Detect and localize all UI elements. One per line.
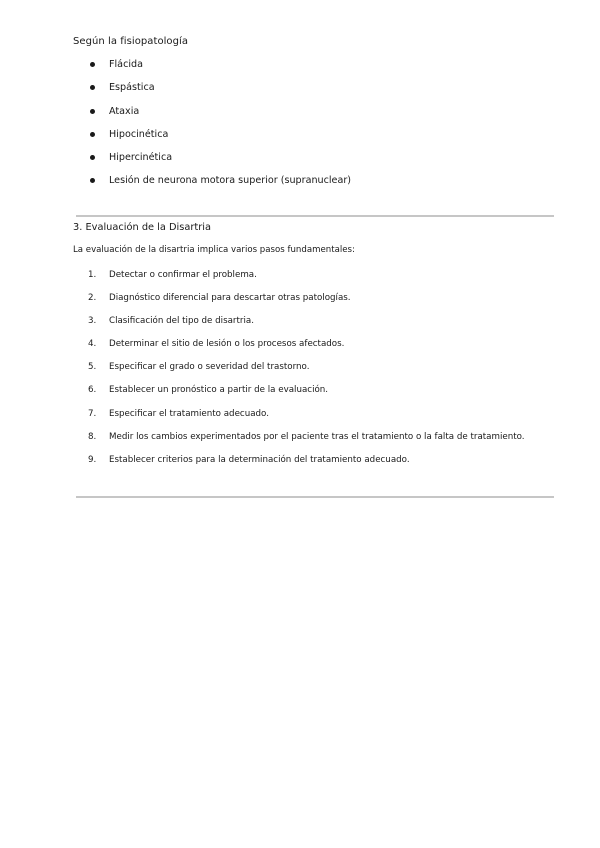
list-item [90,127,351,150]
list-item [88,406,525,429]
section-divider [76,496,554,498]
bullet-icon [90,62,95,67]
step-number: 6. [88,385,97,396]
step-text: Clasificación del tipo de disartria. [109,316,254,327]
step-text: Detectar o confirmar el problema. [109,270,257,280]
step-text: Establecer criterios para la determinación del tratamiento adecuado. [109,454,410,465]
step-number: 4. [88,339,97,350]
list-item [90,173,351,196]
list-item-label: Hipercinética [109,152,173,164]
evaluation-intro: La evaluación de la disartria implica varios pasos fundamentales: [73,245,355,255]
list-item-label: Ataxia [109,105,140,117]
section-divider [76,215,554,217]
list-item [88,359,525,382]
list-item [88,313,525,336]
list-item [88,429,525,452]
step-text: Medir los cambios experimentados por el paciente tras el tratamiento o la falta de tratamiento. [109,431,525,442]
bullet-icon [90,155,95,160]
list-item-label: Flácida [109,59,143,70]
step-number: 5. [88,362,97,373]
list-item [90,57,351,80]
evaluation-steps-list [88,267,525,475]
list-item-label: Hipocinética [109,128,169,140]
step-text: Determinar el sitio de lesión o los procesos afectados. [109,339,345,350]
step-number: 7. [88,408,97,419]
evaluation-heading: 3. Evaluación de la Disartria [73,222,212,233]
list-item [88,382,525,405]
step-number: 9. [88,454,97,465]
bullet-icon [90,132,95,137]
list-item-label: Lesión de neurona motora superior (supranuclear) [109,175,352,187]
list-item [90,80,351,103]
step-number: 1. [88,270,97,280]
list-item [88,267,525,290]
list-item [88,452,525,475]
step-text: Especificar el grado o severidad del trastorno. [109,362,310,373]
step-text: Establecer un pronóstico a partir de la evaluación. [109,385,329,396]
step-number: 3. [88,316,97,327]
bullet-icon [90,109,95,114]
list-item [88,336,525,359]
list-item [90,150,351,173]
step-number: 8. [88,431,97,442]
bullet-icon [90,85,95,90]
bullet-icon [90,178,95,183]
list-item [90,104,351,127]
step-text: Especificar el tratamiento adecuado. [109,408,269,419]
pathophysiology-heading: Según la fisiopatología [73,36,189,47]
pathophysiology-list [90,57,351,197]
step-text: Diagnóstico diferencial para descartar otras patologías. [109,293,351,304]
list-item [88,290,525,313]
list-item-label: Espástica [109,82,155,94]
step-number: 2. [88,293,97,304]
